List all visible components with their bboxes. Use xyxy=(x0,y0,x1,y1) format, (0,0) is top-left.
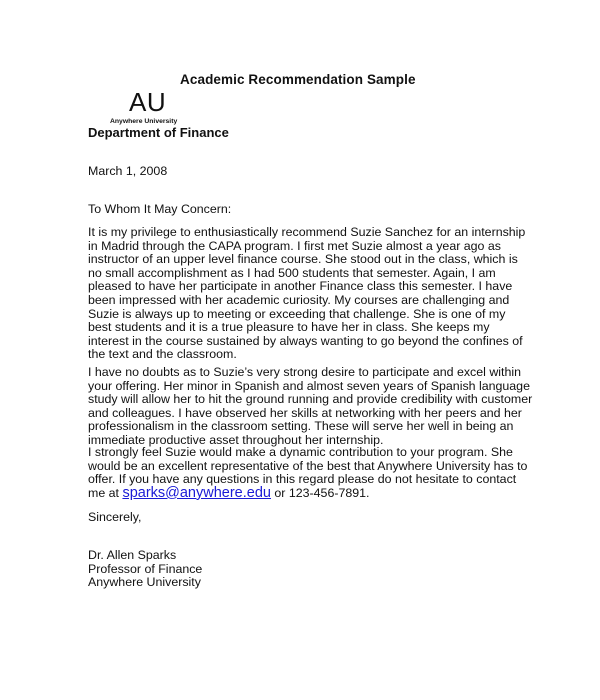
paragraph-line: offer. If you have any questions in this regard please do not hesitate to contact xyxy=(88,472,517,487)
contact-prefix: me at xyxy=(88,485,123,500)
paragraph-line: pleased to have her participate in another Finance class this semester. I have xyxy=(88,279,513,294)
phone-number: or 123-456-7891. xyxy=(270,485,370,500)
contact-line xyxy=(88,484,527,501)
paragraph-line: your offering. Her minor in Spanish and almost seven years of Spanish language xyxy=(88,378,530,393)
salutation: To Whom It May Concern: xyxy=(88,202,232,216)
paragraph-3 xyxy=(88,446,527,500)
paragraph-line: I strongly feel Suzie would make a dynamic contribution to your program. She xyxy=(88,445,513,459)
department-name: Department of Finance xyxy=(88,125,229,140)
paragraph-line: immediate productive asset throughout her internship. xyxy=(88,432,384,447)
paragraph-1 xyxy=(88,226,525,362)
paragraph-line: study will allow her to hit the ground running and provide credibility with customer xyxy=(88,392,533,407)
signer-title: Professor of Finance xyxy=(88,561,203,576)
signer-institution: Anywhere University xyxy=(88,575,201,590)
paragraph-line: Suzie is always up to meeting or exceeding that challenge. She is one of my xyxy=(88,306,506,321)
paragraph-line: instructor of an upper level finance course. She stood out in the class, which is xyxy=(88,252,518,267)
paragraph-line: best students and it is a true pleasure to have her in class. She keeps my xyxy=(88,320,490,335)
closing: Sincerely, xyxy=(88,510,142,524)
university-name: Anywhere University xyxy=(110,118,178,125)
paragraph-line: professionalism in the classroom setting. These will serve her well in being an xyxy=(88,419,514,434)
paragraph-line: I have no doubts as to Suzie’s very strong desire to participate and excel within xyxy=(88,365,522,379)
paragraph-line: would be an excellent representative of the best that Anywhere University has to xyxy=(88,458,528,473)
email-link[interactable]: sparks@anywhere.edu xyxy=(122,484,271,501)
university-logo: AU xyxy=(129,87,167,117)
paragraph-line: the text and the classroom. xyxy=(88,347,237,362)
paragraph-line: It is my privilege to enthusiastically recommend Suzie Sanchez for an internship xyxy=(88,225,526,239)
signature-block xyxy=(88,549,202,590)
document-title: Academic Recommendation Sample xyxy=(180,72,416,87)
paragraph-line: no small accomplishment as I had 500 students that semester. Again, I am xyxy=(88,265,496,280)
paragraph-2 xyxy=(88,366,532,448)
paragraph-line: been impressed with her academic curiosity. My courses are challenging and xyxy=(88,292,510,307)
signer-name: Dr. Allen Sparks xyxy=(88,548,177,562)
paragraph-line: and colleagues. I have observed her skills at networking with her peers and her xyxy=(88,405,522,420)
letter-date: March 1, 2008 xyxy=(88,164,168,178)
paragraph-line: interest in the course sustained by always wanting to go beyond the confines of xyxy=(88,333,523,348)
paragraph-line: in Madrid through the CAPA program. I first met Suzie almost a year ago as xyxy=(88,238,501,253)
